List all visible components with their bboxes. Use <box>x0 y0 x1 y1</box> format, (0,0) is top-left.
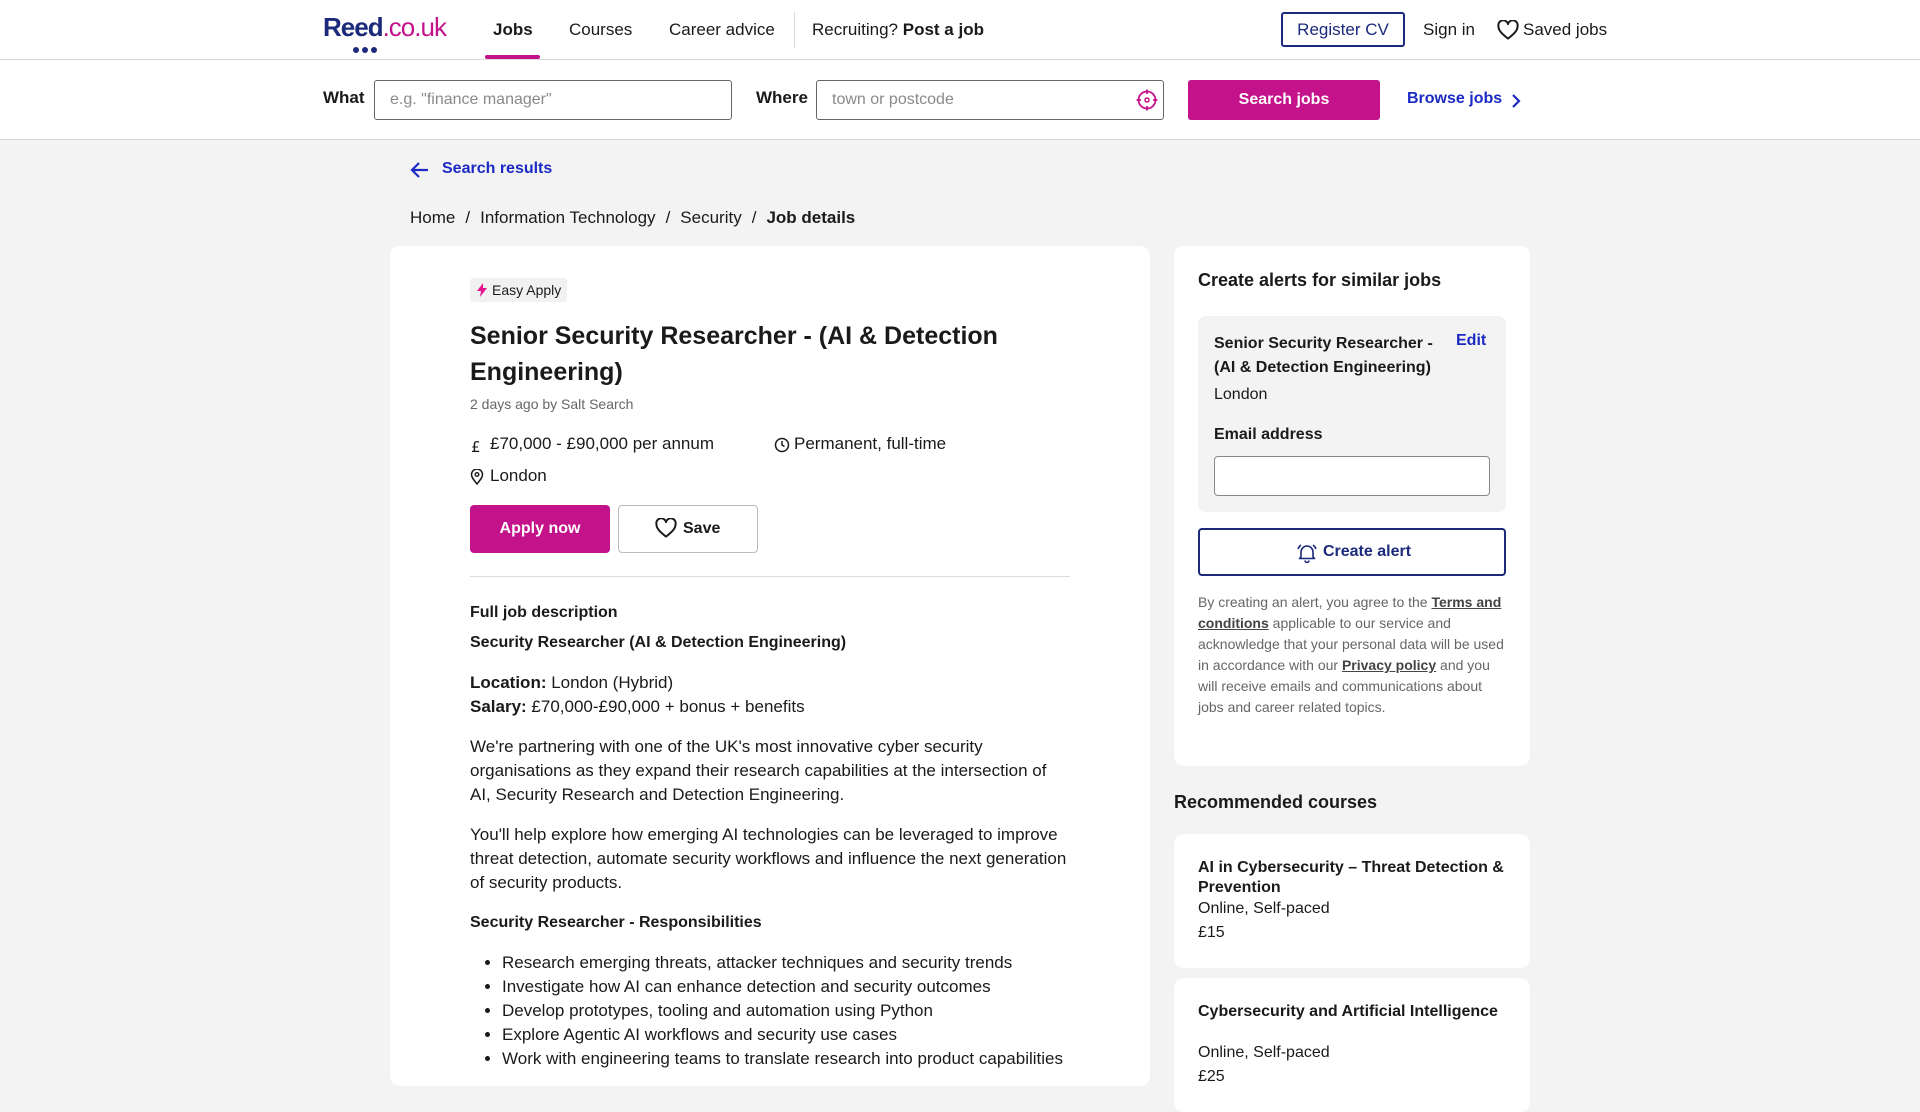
nav-jobs[interactable]: Jobs <box>493 20 533 39</box>
list-item: • Investigate how AI can enhance detection and security outcomes <box>502 975 1070 999</box>
save-label: Save <box>683 520 721 537</box>
recruiting-link[interactable] <box>812 0 984 60</box>
job-type-value: Permanent, full-time <box>794 434 947 453</box>
map-pin-icon <box>470 469 484 485</box>
alert-terms-text <box>1198 592 1508 718</box>
job-title: Senior Security Researcher - (AI & Detection Engineering) <box>470 322 998 386</box>
nav-divider <box>794 12 795 48</box>
heart-icon <box>1497 20 1519 40</box>
breadcrumb: Home / Information Technology / Security / Job details <box>410 208 856 227</box>
register-cv-button[interactable]: Register CV <box>1281 12 1405 47</box>
where-label: Where <box>756 88 808 107</box>
back-to-search-results[interactable] <box>410 160 552 178</box>
browse-jobs-link[interactable] <box>1407 90 1502 108</box>
job-search-bar <box>0 60 1920 140</box>
create-alert-button[interactable] <box>1198 528 1506 576</box>
list-item: • Research emerging threats, attacker techniques and security trends <box>502 951 1070 975</box>
reed-logo[interactable] <box>323 12 446 48</box>
what-input[interactable] <box>374 80 732 120</box>
terms-text: By creating an alert, you agree to the <box>1198 594 1432 610</box>
heart-icon <box>655 518 677 538</box>
responsibilities-list <box>502 951 1070 1071</box>
email-field[interactable] <box>1214 456 1490 496</box>
what-label: What <box>323 88 365 107</box>
easy-apply-badge <box>470 278 567 302</box>
search-jobs-button[interactable]: Search jobs <box>1188 80 1380 120</box>
course-name: AI in Cybersecurity – Threat Detection & Prevention <box>1198 859 1504 896</box>
easy-apply-label: Easy Apply <box>492 282 562 298</box>
job-details-card <box>390 246 1150 1086</box>
browse-jobs-label: Browse jobs <box>1407 90 1503 107</box>
terms-text: applicable to our service and acknowledge that your personal data will be used in accordance with our <box>1198 615 1504 673</box>
job-alert-card <box>1174 246 1530 766</box>
responsibilities-heading: Security Researcher - Responsibilities <box>470 914 762 931</box>
location-info <box>470 466 547 486</box>
description-paragraph: We're partnering with one of the UK's most innovative cyber security organisations as they expand their research capabilities at the intersection of AI, Security Research and Detection Engineering. <box>470 737 1047 804</box>
breadcrumb-current: Job details <box>766 208 856 227</box>
terms-text: and you will receive emails and communications about jobs and career related topics. <box>1198 657 1490 715</box>
posted-info: 2 days ago by Salt Search <box>470 396 634 412</box>
recommended-courses-heading: Recommended courses <box>1174 792 1378 812</box>
email-label: Email address <box>1214 426 1323 443</box>
course-price: £15 <box>1198 924 1225 941</box>
create-alert-label: Create alert <box>1322 543 1412 560</box>
breadcrumb-information-technology[interactable]: Information Technology <box>480 208 656 227</box>
privacy-link[interactable]: Privacy policy <box>1341 657 1437 673</box>
terms-link[interactable]: Terms and conditions <box>1198 594 1502 631</box>
description-paragraph: You'll help explore how emerging AI technologies can be leveraged to improve threat detection, automate security workflows and influence the next generation of security products. <box>470 825 1067 892</box>
alert-form <box>1198 316 1506 512</box>
list-item: • Explore Agentic AI workflows and security use cases <box>502 1023 1070 1047</box>
divider <box>470 576 1070 577</box>
arrow-left-icon <box>410 161 430 179</box>
nav-courses[interactable]: Courses <box>569 20 633 39</box>
back-label: Search results <box>442 160 553 177</box>
apply-now-button[interactable]: Apply now <box>470 505 610 553</box>
course-price: £25 <box>1198 1068 1225 1085</box>
saved-jobs-label: Saved jobs <box>1523 20 1608 39</box>
sign-in-link[interactable]: Sign in <box>1423 20 1475 39</box>
bell-icon <box>1296 543 1318 563</box>
course-card[interactable] <box>1174 978 1530 1112</box>
alert-card-title: Create alerts for similar jobs <box>1198 270 1442 290</box>
salary-detail: £70,000-£90,000 + bonus + benefits <box>526 697 805 716</box>
alert-location: London <box>1214 386 1268 403</box>
recruiting-prefix: Recruiting? <box>812 20 898 39</box>
location-detail: London (Hybrid) <box>546 673 674 692</box>
nav-active-indicator <box>485 55 540 59</box>
site-header <box>0 0 1920 60</box>
pound-icon <box>470 437 484 455</box>
locate-me-icon[interactable] <box>1136 89 1158 111</box>
chevron-right-icon <box>1511 93 1521 109</box>
clock-icon <box>774 437 790 453</box>
job-description <box>470 601 1070 1071</box>
list-item: • Work with engineering teams to translate research into product capabilities <box>502 1047 1070 1071</box>
where-input[interactable] <box>816 80 1164 120</box>
job-type-info <box>774 434 946 454</box>
saved-jobs-link[interactable] <box>1497 0 1607 60</box>
breadcrumb-home[interactable]: Home <box>410 208 456 227</box>
breadcrumb-security[interactable]: Security <box>680 208 742 227</box>
course-name: Cybersecurity and Artificial Intelligence <box>1198 1003 1498 1020</box>
edit-alert-link[interactable]: Edit <box>1456 332 1487 349</box>
course-mode: Online, Self-paced <box>1198 1044 1330 1061</box>
course-card[interactable] <box>1174 834 1530 968</box>
save-job-button[interactable] <box>618 505 758 553</box>
logo-dots <box>353 40 380 58</box>
course-mode: Online, Self-paced <box>1198 900 1330 917</box>
location-value: London <box>490 466 547 485</box>
salary-value: £70,000 - £90,000 per annum <box>490 434 715 453</box>
salary-label: Salary: <box>470 697 527 716</box>
description-heading: Full job description <box>470 604 618 621</box>
alert-job-title: Senior Security Researcher - (AI & Detection Engineering) <box>1214 335 1433 376</box>
salary-info <box>470 434 714 454</box>
logo-main: Reed <box>323 12 383 42</box>
list-item: • Develop prototypes, tooling and automation using Python <box>502 999 1070 1023</box>
logo-tld: .co.uk <box>382 12 446 42</box>
post-a-job-link[interactable]: Post a job <box>902 20 984 39</box>
description-subheading: Security Researcher (AI & Detection Engineering) <box>470 634 847 651</box>
lightning-icon <box>476 283 488 297</box>
svg-text:£: £ <box>471 438 481 455</box>
location-label: Location: <box>470 673 547 692</box>
nav-career-advice[interactable]: Career advice <box>669 20 775 39</box>
